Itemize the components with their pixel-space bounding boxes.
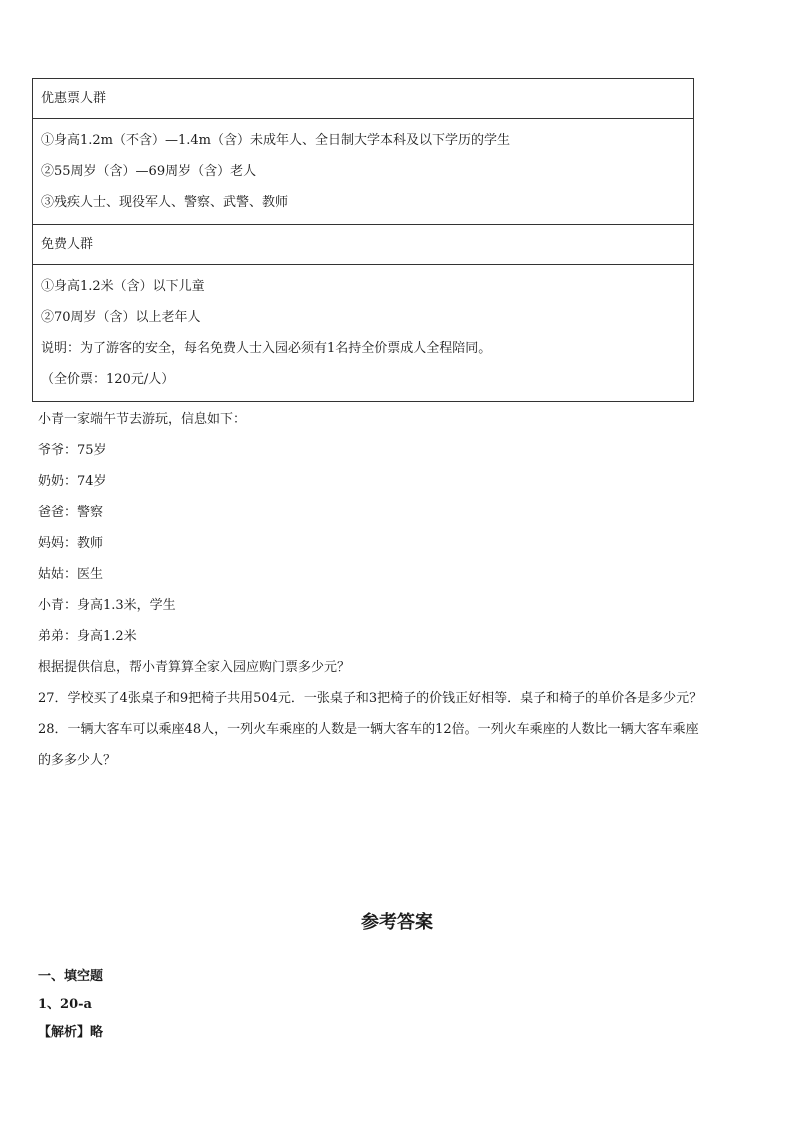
discount-items-cell bbox=[33, 119, 693, 225]
question-28-line-2: 的多多少人？ bbox=[38, 753, 117, 768]
full-price-note: （全价票：120元/人） bbox=[41, 372, 175, 387]
free-items-cell bbox=[33, 265, 693, 401]
free-header: 免费人群 bbox=[41, 237, 94, 252]
family-member: 妈妈：教师 bbox=[38, 536, 104, 551]
answer-title: 参考答案 bbox=[361, 912, 433, 933]
question-27: 27．学校买了4张桌子和9把椅子共用504元．一张桌子和3把椅子的价钱正好相等．桌子和椅子的单价各是多少元？ bbox=[38, 691, 703, 706]
family-question: 根据提供信息，帮小青算算全家入园应购门票多少元？ bbox=[38, 660, 351, 675]
discount-item: ③残疾人士、现役军人、警察、武警、教师 bbox=[41, 195, 289, 210]
ticket-rules-table bbox=[32, 78, 694, 402]
answer-analysis: 【解析】略 bbox=[38, 1025, 104, 1040]
free-item: ②70周岁（含）以上老年人 bbox=[41, 310, 201, 325]
answers-section bbox=[38, 962, 758, 1048]
family-member: 姑姑：医生 bbox=[38, 567, 104, 582]
answer-section-heading: 一、填空题 bbox=[38, 969, 104, 984]
free-item: ①身高1.2米（含）以下儿童 bbox=[41, 279, 205, 294]
free-header-row bbox=[33, 225, 693, 265]
free-note: 说明：为了游客的安全，每名免费人士入园必须有1名持全价票成人全程陪同。 bbox=[41, 341, 492, 356]
question-28-line-1: 28．一辆大客车可以乘座48人，一列火车乘座的人数是一辆大客车的12倍。一列火车乘座的人数比一辆大客车乘座 bbox=[38, 722, 699, 737]
discount-item: ①身高1.2m（不含）—1.4m（含）未成年人、全日制大学本科及以下学历的学生 bbox=[41, 133, 511, 148]
discount-item: ②55周岁（含）—69周岁（含）老人 bbox=[41, 164, 257, 179]
family-member: 爸爸：警察 bbox=[38, 505, 104, 520]
family-member: 小青：身高1.3米，学生 bbox=[38, 598, 176, 613]
problem-text bbox=[38, 404, 768, 776]
family-member: 奶奶：74岁 bbox=[38, 474, 107, 489]
discount-header: 优惠票人群 bbox=[41, 91, 107, 106]
answer-item-1: 1、20-a bbox=[38, 997, 92, 1012]
family-intro: 小青一家端午节去游玩，信息如下： bbox=[38, 412, 247, 427]
family-member: 弟弟：身高1.2米 bbox=[38, 629, 137, 644]
family-member: 爷爷：75岁 bbox=[38, 443, 107, 458]
discount-header-row bbox=[33, 79, 693, 119]
